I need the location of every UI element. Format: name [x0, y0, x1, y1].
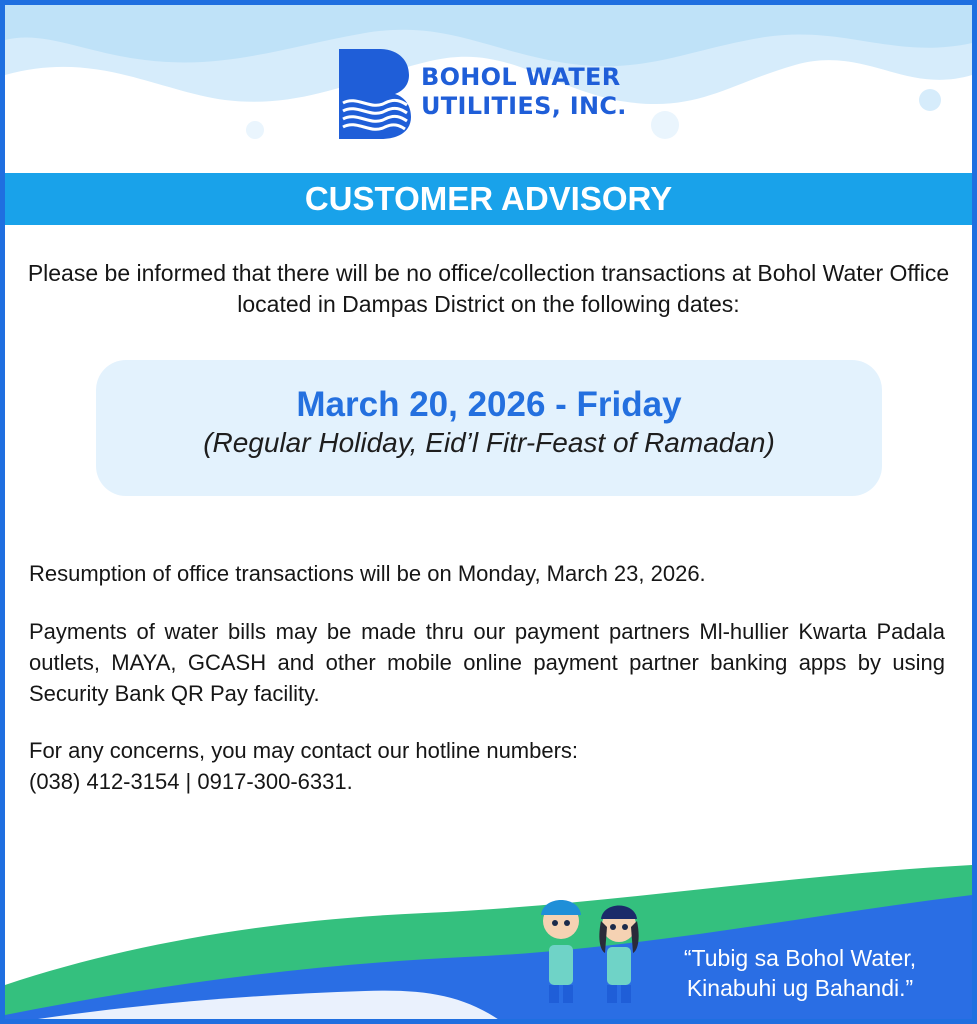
contact-line: For any concerns, you may contact our hotline numbers: [29, 738, 579, 763]
advisory-title-banner [5, 173, 972, 225]
closure-date-box [96, 360, 882, 496]
logo-wordmark: BOHOL WATER UTILITIES, INC. [421, 63, 627, 120]
company-logo [335, 45, 655, 145]
contact-section [29, 735, 945, 797]
closure-reason: (Regular Holiday, Eid’l Fitr-Feast of Ramadan) [203, 427, 775, 458]
intro-text: Please be informed that there will be no office/collection transactions at Bohol Water Office located in Dampas District on the following dates: [27, 260, 950, 317]
hotline-numbers: (038) 412-3154 | 0917-300-6331. [29, 769, 353, 794]
tagline-line-2: Kinabuhi ug Bahandi.” [686, 975, 914, 1001]
mascot-characters-icon [535, 881, 655, 1011]
resumption-text: Resumption of office transactions will be on Monday, March 23, 2026. [29, 561, 706, 586]
payment-options-text: Payments of water bills may be made thru our payment partners Ml-hullier Kwarta Padala outlets, MAYA, GCASH and other mobile online payment partner banking apps by using Security Bank QR Pay facility. [29, 619, 945, 706]
footer-tagline [645, 943, 955, 1003]
tagline-line-1: “Tubig sa Bohol Water, [683, 945, 917, 971]
water-b-logo-icon [335, 45, 413, 141]
advisory-title: CUSTOMER ADVISORY [304, 180, 673, 217]
closure-date: March 20, 2026 - Friday [296, 385, 682, 424]
